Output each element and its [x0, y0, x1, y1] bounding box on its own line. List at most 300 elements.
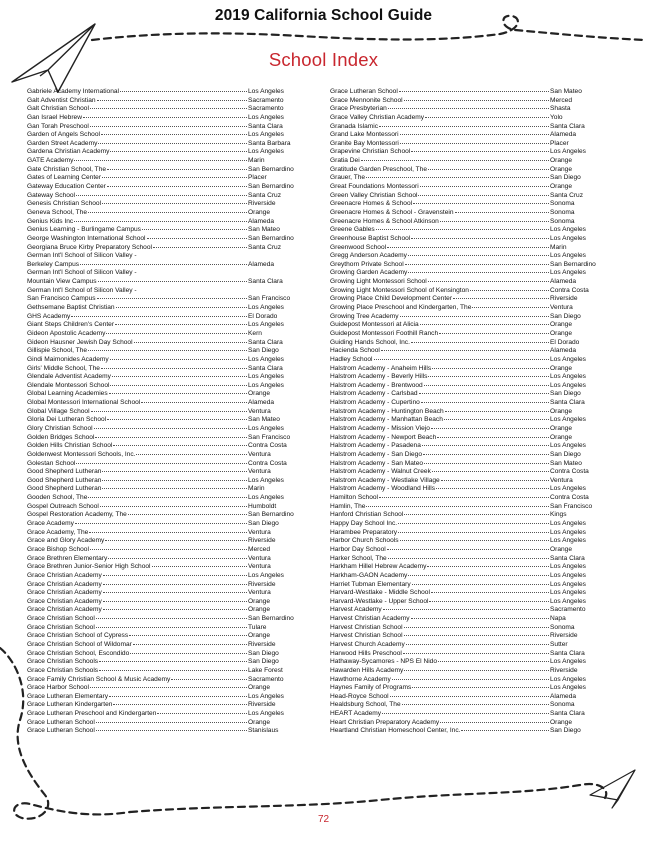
school-name: Good Shepherd Lutheran: [27, 485, 102, 493]
dot-leader: [376, 229, 549, 230]
county-name: Los Angeles: [248, 424, 284, 432]
dot-leader: [107, 169, 247, 170]
county-name: Sonoma: [550, 217, 575, 225]
school-name: Gan Torah Preschool: [27, 122, 89, 130]
dot-leader: [74, 160, 247, 161]
dot-leader: [421, 402, 549, 403]
dot-leader: [411, 618, 549, 619]
county-name: Los Angeles: [248, 373, 284, 381]
school-name: Grace Christian Academy: [27, 589, 102, 597]
county-name: San Mateo: [550, 459, 582, 467]
county-name: Santa Clara: [248, 364, 283, 372]
dot-leader: [96, 722, 247, 723]
dot-leader: [428, 376, 549, 377]
dot-leader: [445, 411, 549, 412]
school-name: HEART Academy: [330, 710, 382, 718]
county-name: Yolo: [550, 113, 563, 121]
dot-leader: [388, 558, 549, 559]
index-entry: [27, 425, 294, 434]
index-entry: [27, 183, 294, 192]
dot-leader: [438, 661, 549, 662]
school-name: Gregg Anderson Academy: [330, 252, 407, 260]
dot-leader: [108, 558, 247, 559]
school-name: Grand Lake Montessori: [330, 131, 399, 139]
county-name: Los Angeles: [550, 355, 586, 363]
school-name: Halstrom Academy - Anaheim Hills: [330, 364, 432, 372]
dot-leader: [420, 324, 549, 325]
school-name: Grace Academy, The: [27, 528, 89, 536]
dot-leader: [128, 514, 247, 515]
index-entry: [330, 477, 602, 486]
school-name: Hamilton School: [330, 494, 379, 502]
index-entry: [27, 537, 294, 546]
county-name: San Bernardino: [248, 165, 294, 173]
dot-leader: [90, 687, 247, 688]
index-entry: [27, 252, 294, 261]
county-name: Santa Clara: [550, 399, 585, 407]
index-entry: [330, 425, 602, 434]
school-name: Grace Lutheran School: [330, 88, 398, 95]
school-name: Gethsemane Baptist Christian: [27, 304, 115, 312]
index-entry: [27, 235, 294, 244]
index-entry: [330, 658, 602, 667]
county-name: Humboldt: [248, 502, 277, 510]
county-name: Los Angeles: [248, 692, 284, 700]
school-name: Giant Steps Children's Center: [27, 321, 115, 329]
school-name: Mountain View Campus: [27, 278, 97, 286]
dot-leader: [400, 316, 549, 317]
dot-leader: [419, 393, 549, 394]
school-name: Head-Royce School: [330, 692, 389, 700]
county-name: Los Angeles: [550, 563, 586, 571]
dot-leader: [432, 471, 549, 472]
dot-leader: [461, 730, 549, 731]
index-entry: [27, 667, 294, 676]
dot-leader: [418, 195, 549, 196]
index-entry: [27, 658, 294, 667]
dot-leader: [142, 229, 247, 230]
county-name: Ventura: [248, 528, 271, 536]
county-name: Los Angeles: [550, 571, 586, 579]
school-name: Greenacre Homes & School Atkinson: [330, 217, 439, 225]
county-name: San Diego: [550, 450, 581, 458]
school-name: Halstrom Academy - Carlsbad: [330, 390, 418, 398]
county-name: Los Angeles: [248, 321, 284, 329]
school-name: Halstrom Academy - San Mateo: [330, 459, 424, 467]
dot-leader: [103, 601, 247, 602]
school-name: Grace Christian Academy: [27, 571, 102, 579]
county-name: Santa Clara: [248, 278, 283, 286]
school-name: Grace Valley Christian Academy: [330, 113, 425, 121]
school-name: Grapevine Christian School: [330, 148, 411, 156]
school-name: Golestan School: [27, 459, 76, 467]
school-name: Harbor Day School: [330, 545, 386, 553]
county-name: Ventura: [248, 563, 271, 571]
dot-leader: [88, 350, 247, 351]
school-name: Green Valley Christian School: [330, 191, 418, 199]
dot-leader: [90, 549, 247, 550]
dot-leader: [153, 247, 247, 248]
index-entry: [27, 727, 294, 736]
school-name: Harambee Preparatory: [330, 528, 398, 536]
dot-leader: [113, 704, 247, 705]
county-name: Sonoma: [550, 200, 575, 208]
dot-leader: [399, 91, 549, 92]
county-name: Merced: [248, 545, 270, 553]
dot-leader: [102, 488, 247, 489]
index-entry: [27, 546, 294, 555]
school-name: Gate Christian School, The: [27, 165, 107, 173]
county-name: Los Angeles: [550, 416, 586, 424]
index-entry: [330, 114, 602, 123]
index-entry: [330, 615, 602, 624]
county-name: Los Angeles: [248, 131, 284, 139]
dot-leader: [98, 143, 247, 144]
school-name: Gardena Christian Academy: [27, 148, 110, 156]
dot-leader: [103, 592, 247, 593]
index-entry: [330, 511, 602, 520]
school-name: Hadley School: [330, 355, 373, 363]
county-name: Los Angeles: [550, 226, 586, 234]
dot-leader: [90, 108, 247, 109]
index-entry: [330, 330, 602, 339]
index-entry: [27, 365, 294, 374]
index-entry: [27, 97, 294, 106]
county-name: Los Angeles: [550, 234, 586, 242]
school-name: Great Foundations Montessori: [330, 183, 419, 191]
index-entry: [330, 719, 602, 728]
county-name: Sonoma: [550, 208, 575, 216]
index-entry: [27, 269, 294, 278]
index-entry: [27, 261, 294, 270]
dot-leader: [423, 454, 549, 455]
dot-leader: [75, 523, 247, 524]
county-name: San Diego: [550, 390, 581, 398]
index-column-right: [330, 88, 602, 736]
index-entry: [27, 347, 294, 356]
index-entry: [27, 719, 294, 728]
index-entry: [27, 606, 294, 615]
dot-leader: [110, 385, 247, 386]
index-entry: [27, 114, 294, 123]
dot-leader: [171, 679, 247, 680]
dot-leader: [90, 126, 247, 127]
index-entry: [330, 140, 602, 149]
dot-leader: [427, 566, 549, 567]
index-entry: [330, 555, 602, 564]
index-entry: [27, 157, 294, 166]
school-name: Gateway School: [27, 191, 76, 199]
school-name: Grace Bishop School: [27, 545, 89, 553]
dot-leader: [103, 575, 247, 576]
index-entry: [330, 261, 602, 270]
school-name: Grace Brethren Junior-Senior High School: [27, 563, 151, 571]
school-name: Healdsburg School, The: [330, 701, 401, 709]
dot-leader: [404, 635, 549, 636]
school-name: Gratitude Garden Preschool, The: [330, 165, 428, 173]
school-name: Genius Learning - Burlingame Campus: [27, 226, 141, 234]
dot-leader: [404, 100, 549, 101]
school-name: Berkeley Campus: [27, 260, 80, 268]
school-name: Harvard-Westlake - Middle School: [330, 589, 430, 597]
school-name: Genius Kids Inc: [27, 217, 74, 225]
county-name: Riverside: [248, 200, 276, 208]
dot-leader: [110, 151, 247, 152]
county-name: Orange: [248, 597, 270, 605]
county-name: Ventura: [550, 476, 573, 484]
dot-leader: [400, 134, 549, 135]
dot-leader: [83, 117, 247, 118]
county-name: Los Angeles: [248, 113, 284, 121]
index-entry: [27, 88, 294, 97]
county-name: Santa Barbara: [248, 139, 291, 147]
school-name: Gateway Education Center: [27, 183, 106, 191]
index-entry: [27, 356, 294, 365]
school-name: Grace Lutheran Kindergarten: [27, 701, 113, 709]
dot-leader: [431, 428, 549, 429]
index-entry: [27, 166, 294, 175]
index-entry: [27, 632, 294, 641]
county-name: Riverside: [248, 537, 276, 545]
county-name: Santa Cruz: [248, 191, 281, 199]
dot-leader: [134, 342, 247, 343]
county-name: San Diego: [550, 727, 581, 735]
dot-leader: [411, 238, 549, 239]
index-entry: [330, 356, 602, 365]
dot-leader: [403, 653, 549, 654]
county-name: San Francisco: [248, 295, 291, 303]
county-name: Kings: [550, 511, 567, 519]
index-entry: [330, 589, 602, 598]
dot-leader: [97, 298, 247, 299]
index-entry: [330, 546, 602, 555]
school-name: Grace Harbor School: [27, 684, 89, 692]
index-entry: [27, 460, 294, 469]
school-name: Garden of Angels School: [27, 131, 100, 139]
index-entry: [330, 563, 602, 572]
index-entry: [27, 321, 294, 330]
county-name: Orange: [550, 407, 572, 415]
dot-leader: [428, 169, 549, 170]
index-entry: [330, 123, 602, 132]
school-name: Good Shepherd Lutheran: [27, 468, 102, 476]
county-name: Riverside: [248, 641, 276, 648]
index-entry: [330, 529, 602, 538]
school-name: Harkham Hillel Hebrew Academy: [330, 563, 427, 571]
school-name: Gospel Restoration Academy, The: [27, 511, 127, 519]
dot-leader: [405, 264, 549, 265]
index-entry: [27, 295, 294, 304]
page-number: 72: [317, 814, 330, 825]
dot-leader: [432, 368, 549, 369]
school-name: Happy Day School Inc.: [330, 520, 398, 528]
school-name: Grace Lutheran Preschool and Kindergarten: [27, 710, 157, 718]
index-entry: [330, 572, 602, 581]
dot-leader: [152, 566, 247, 567]
dot-leader: [99, 670, 247, 671]
school-name: Grace Lutheran School: [27, 727, 95, 735]
county-name: Alameda: [248, 217, 275, 225]
dot-leader: [424, 463, 549, 464]
school-name: Guidepost Montessori at Alicia: [330, 321, 419, 329]
county-name: Santa Cruz: [550, 191, 583, 199]
index-entry: [330, 442, 602, 451]
school-name: Grace Christian Academy: [27, 606, 102, 614]
dot-leader: [103, 609, 247, 610]
dot-leader: [455, 212, 549, 213]
dot-leader: [422, 445, 549, 446]
school-name: Golden Hills Christian School: [27, 442, 113, 450]
county-name: Santa Clara: [550, 710, 585, 718]
school-name: Goldenwest Montessori Schools, Inc.: [27, 450, 136, 458]
index-entry: [27, 434, 294, 443]
county-name: Sonoma: [550, 623, 575, 631]
school-name: GATE Academy: [27, 157, 74, 165]
dot-leader: [94, 428, 247, 429]
county-name: Riverside: [248, 701, 276, 709]
county-name: San Bernardino: [248, 511, 294, 519]
index-entry: [27, 693, 294, 702]
dot-leader: [398, 523, 549, 524]
index-entry: [330, 304, 602, 313]
dot-leader: [88, 497, 247, 498]
county-name: Contra Costa: [550, 494, 589, 502]
county-name: Los Angeles: [248, 88, 284, 95]
school-name: Grace and Glory Academy: [27, 537, 105, 545]
county-name: Los Angeles: [550, 381, 586, 389]
index-entry: [27, 408, 294, 417]
index-entry: [27, 572, 294, 581]
index-entry: [330, 503, 602, 512]
index-entry: [27, 399, 294, 408]
county-name: Ventura: [248, 554, 271, 562]
county-name: Ventura: [248, 589, 271, 597]
school-name: German Int'l School of Silicon Valley -: [27, 286, 137, 294]
county-name: Placer: [248, 174, 267, 182]
index-entry: [330, 382, 602, 391]
county-name: Santa Clara: [550, 649, 585, 657]
school-name: Growing Place Preschool and Kindergarten, The: [330, 304, 472, 312]
index-entry: [27, 148, 294, 157]
county-name: San Diego: [248, 520, 279, 528]
index-entry: [27, 503, 294, 512]
school-name: Harvest Christian Academy: [330, 615, 410, 623]
school-name: Harriet Tubman Elementary: [330, 580, 411, 588]
index-entry: [330, 148, 602, 157]
index-entry: [27, 511, 294, 520]
school-name: San Francisco Campus: [27, 295, 96, 303]
dot-leader: [99, 661, 247, 662]
county-name: Napa: [550, 615, 566, 623]
index-entry: [330, 581, 602, 590]
index-entry: [330, 693, 602, 702]
index-entry: [27, 701, 294, 710]
dot-leader: [383, 609, 549, 610]
school-name: Gospel Outreach School: [27, 502, 99, 510]
index-entry: [27, 624, 294, 633]
school-name: Greenhouse Baptist School: [330, 234, 411, 242]
index-entry: [27, 581, 294, 590]
county-name: Los Angeles: [550, 520, 586, 528]
county-name: El Dorado: [248, 312, 278, 320]
county-name: Los Angeles: [248, 381, 284, 389]
dot-leader: [392, 679, 549, 680]
dot-leader: [441, 480, 549, 481]
school-name: Grace Lutheran Elementary: [27, 692, 108, 700]
dot-leader: [113, 445, 247, 446]
paper-airplane-icon: [590, 770, 635, 808]
county-name: Sacramento: [550, 606, 586, 614]
county-name: Orange: [550, 424, 572, 432]
dot-leader: [91, 411, 247, 412]
county-name: San Diego: [248, 658, 279, 666]
dot-leader: [472, 307, 549, 308]
school-name: Genesis Christian School: [27, 200, 102, 208]
school-name: Geneva School, The: [27, 208, 87, 216]
dot-leader: [413, 203, 549, 204]
dot-leader: [102, 203, 247, 204]
county-name: Los Angeles: [550, 269, 586, 277]
school-name: Halstrom Academy - Newport Beach: [330, 433, 437, 441]
school-name: Halstrom Academy - Westlake Village: [330, 476, 440, 484]
county-name: Los Angeles: [550, 580, 586, 588]
index-entry: [27, 278, 294, 287]
county-name: Los Angeles: [550, 537, 586, 545]
school-name: Halstrom Academy - Woodland Hills: [330, 485, 436, 493]
dot-leader: [133, 644, 247, 645]
index-entry: [330, 710, 602, 719]
school-name: Grace Lutheran School: [27, 718, 95, 726]
dot-leader: [105, 540, 247, 541]
school-name: Georgiana Bruce Kirby Preparatory School: [27, 243, 152, 251]
school-name: Harvest Church Academy: [330, 641, 405, 648]
school-name: Gindi Maimonides Academy: [27, 355, 109, 363]
school-name: Glory Christian School: [27, 424, 93, 432]
index-entry: [27, 287, 294, 296]
county-name: Marin: [248, 157, 265, 165]
index-entry: [330, 468, 602, 477]
county-name: Santa Clara: [550, 122, 585, 130]
dot-leader: [80, 264, 247, 265]
dot-leader: [404, 627, 549, 628]
county-name: Santa Clara: [550, 554, 585, 562]
school-name: Grace Academy: [27, 520, 74, 528]
county-name: Ventura: [248, 407, 271, 415]
dot-leader: [107, 419, 247, 420]
document-title: 2019 California School Guide: [214, 7, 433, 24]
school-name: Hawarden Hills Academy: [330, 666, 404, 674]
index-entry: [330, 278, 602, 287]
county-name: Los Angeles: [550, 597, 586, 605]
county-name: Sacramento: [248, 675, 284, 683]
dot-leader: [96, 627, 247, 628]
county-name: Orange: [248, 390, 270, 398]
dot-leader: [88, 212, 247, 213]
county-name: Marin: [550, 243, 567, 251]
school-name: Gillispie School, The: [27, 347, 87, 355]
index-entry: [330, 97, 602, 106]
dot-leader: [110, 359, 247, 360]
dot-leader: [112, 376, 247, 377]
index-entry: [330, 131, 602, 140]
index-entry: [27, 529, 294, 538]
county-name: Riverside: [550, 295, 578, 303]
index-entry: [27, 192, 294, 201]
index-entry: [27, 174, 294, 183]
index-entry: [27, 131, 294, 140]
dot-leader: [470, 290, 549, 291]
school-name: Gratia Dei: [330, 157, 360, 165]
